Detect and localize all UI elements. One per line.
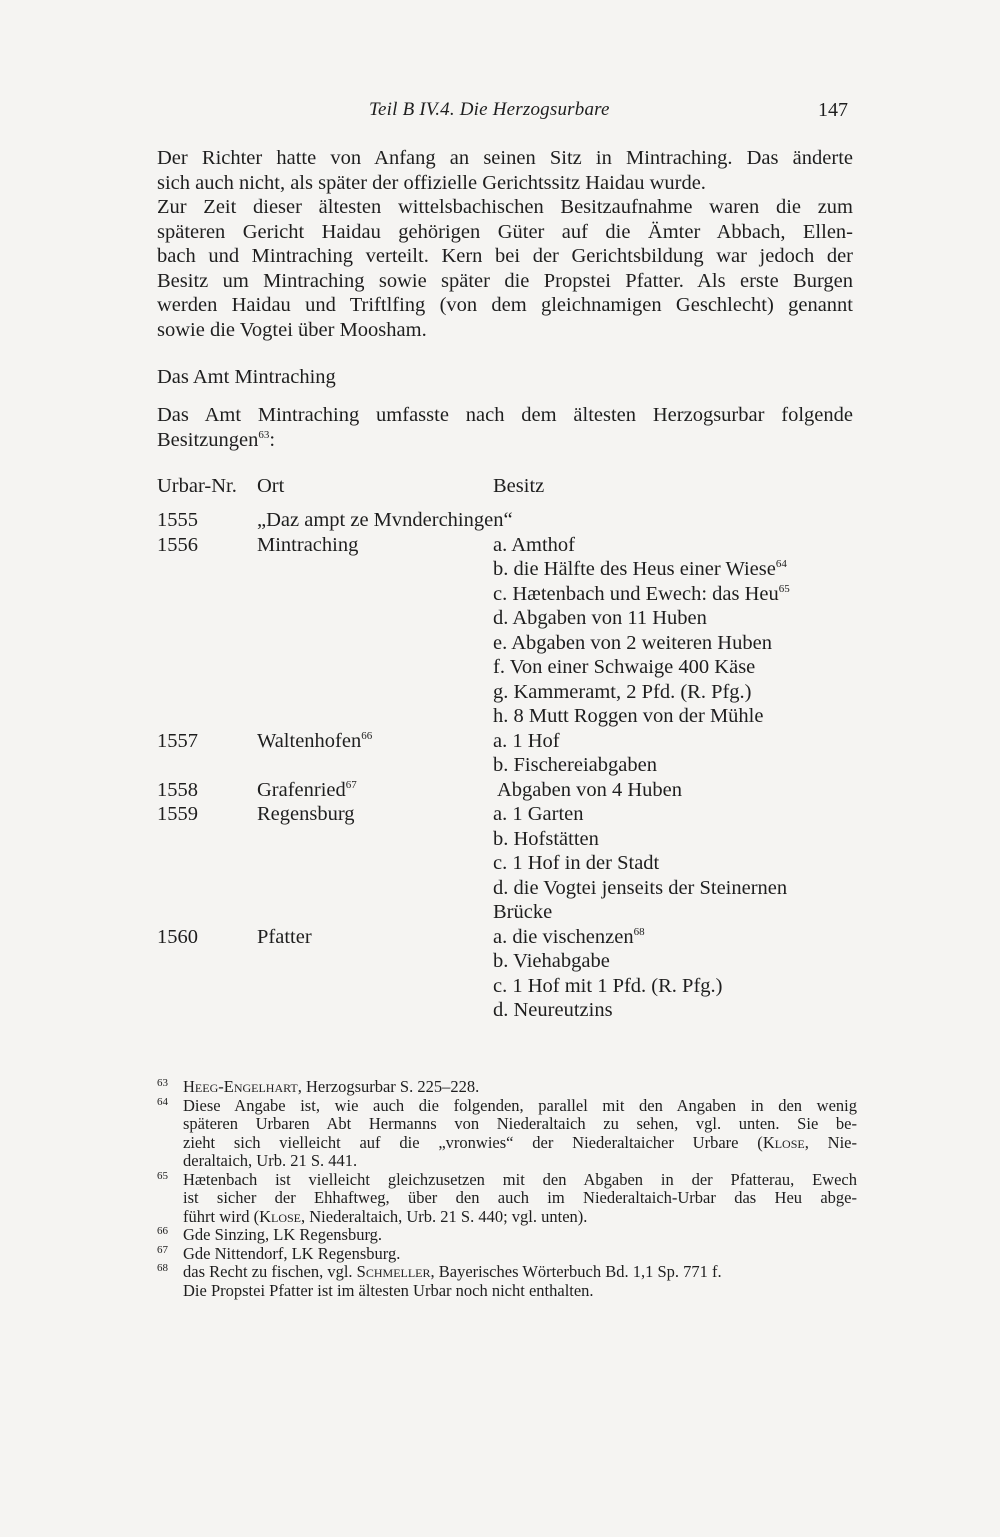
cell-urbar-nr (157, 730, 198, 753)
besitz-text: a. die vischenzen (493, 925, 634, 948)
cell-besitz (493, 754, 657, 777)
footnote-text: Gde Nittendorf, LK Regensburg. (183, 1243, 401, 1263)
besitz-text: b. Fischereiabgaben (493, 754, 657, 776)
footnote-line: Diese Angabe ist, wie auch die folgenden, parallel mit den Angaben in den wenig (183, 1095, 857, 1115)
ort-text: Pfatter (257, 925, 312, 948)
besitz-text: e. Abgaben von 2 weiteren Huben (493, 631, 772, 654)
cell-besitz (493, 607, 707, 630)
cell-besitz (493, 681, 752, 704)
cell-urbar-nr (157, 926, 198, 949)
text-line: bach und Mintraching verteilt. Kern bei der Gerichtsbildung war jedoch der (157, 245, 853, 267)
cell-besitz (493, 558, 787, 581)
besitz-text: Brücke (493, 901, 553, 923)
footnote-64 (157, 1097, 857, 1171)
footnote-text: zieht sich vielleicht auf die „vronwies“ der Niederaltaicher Urbare ( (183, 1132, 763, 1152)
page-number: 147 (818, 99, 848, 121)
ort-text: Grafenried (257, 778, 346, 801)
text-line: Zur Zeit dieser ältesten wittelsbachischen Besitzaufnahme waren die zum (157, 196, 853, 218)
footnote-text: , Herzogsurbar S. 225–228. (297, 1077, 480, 1096)
header-besitz: Besitz (493, 475, 545, 497)
footnote-line: Hætenbach ist vielleicht gleichzusetzen mit den Abgaben in der Pfatterau, Ewech (183, 1169, 857, 1189)
text-line: Das Amt Mintraching umfasste nach dem ältesten Herzogsurbar folgende (157, 404, 853, 426)
besitz-text: d. Abgaben von 11 Huben (493, 607, 707, 629)
text: : (269, 428, 276, 451)
footnote-line: späteren Urbaren Abt Hermanns von Niederaltaich zu sehen, vgl. unten. Sie be- (183, 1114, 857, 1133)
section-heading: Das Amt Mintraching (157, 366, 336, 388)
urbar-nr-text: 1557 (157, 729, 198, 752)
footnote-number: 65 (157, 1169, 168, 1182)
urbar-nr-text: 1558 (157, 778, 198, 801)
cell-besitz (493, 926, 645, 949)
footnote-number: 63 (157, 1077, 168, 1089)
cell-besitz (493, 779, 682, 802)
cell-ort (257, 926, 312, 949)
footnote-text: , Bayerisches Wörterbuch Bd. 1,1 Sp. 771 f. (430, 1262, 722, 1281)
cell-besitz (493, 656, 755, 679)
running-title: Teil B IV.4. Die Herzogsurbare (369, 99, 610, 120)
besitz-text: c. 1 Hof in der Stadt (493, 852, 660, 874)
cell-besitz (493, 828, 599, 851)
besitz-text: b. Hofstätten (493, 827, 599, 850)
footnote-text: das Recht zu fischen, vgl. (183, 1262, 357, 1281)
urbar-nr-text: 1559 (157, 803, 198, 825)
author-name: Heeg-Engelhart (183, 1077, 298, 1096)
footnote-ref: 65 (778, 582, 790, 595)
cell-ort (257, 779, 357, 802)
text-line: werden Haidau und Triftlfing (von dem gleichnamigen Geschlecht) genannt (157, 294, 853, 316)
author-name: Schmeller (356, 1262, 431, 1281)
footnote-ref: 63 (258, 428, 270, 441)
footnote-ref: 68 (633, 925, 645, 938)
text-line: späteren Gericht Haidau gehörigen Güter auf die Ämter Abbach, Ellen- (157, 220, 853, 243)
cell-besitz (493, 901, 552, 924)
footnote-ref: 64 (775, 558, 787, 570)
footnote-ref: 67 (345, 778, 357, 791)
footnote-67 (157, 1245, 857, 1264)
cell-ort (257, 509, 513, 532)
cell-besitz (493, 705, 763, 728)
text-line: sowie die Vogtei über Moosham. (157, 318, 427, 341)
footnote-66 (157, 1226, 857, 1245)
cell-besitz (493, 534, 575, 557)
cell-urbar-nr (157, 803, 198, 826)
footnote-line (183, 1263, 857, 1282)
besitz-text: g. Kammeramt, 2 Pfd. (R. Pfg.) (493, 680, 752, 703)
urbar-nr-text: 1556 (157, 533, 198, 556)
footnotes (157, 1078, 857, 1300)
besitz-text: h. 8 Mutt Roggen von der Mühle (493, 705, 764, 727)
cell-urbar-nr (157, 779, 198, 802)
cell-besitz (493, 583, 790, 606)
ort-text: Regensburg (257, 803, 355, 825)
besitz-text: d. Neureutzins (493, 999, 613, 1021)
cell-besitz (493, 730, 560, 753)
text-line: Besitz um Mintraching sowie später die Propstei Pfatter. Als erste Burgen (157, 269, 853, 292)
cell-ort (257, 534, 358, 557)
besitz-text: c. Hætenbach und Ewech: das Heu (493, 582, 779, 605)
footnote-line: ist sicher der Ehhaftweg, über den auch im Niederaltaich-Urbar das Heu abge- (183, 1188, 857, 1207)
besitz-text: a. Amthof (493, 533, 575, 556)
footnote-number: 67 (157, 1243, 168, 1256)
footnote-number: 68 (157, 1262, 168, 1274)
besitz-text: a. 1 Hof (493, 729, 560, 752)
besitz-text: c. 1 Hof mit 1 Pfd. (R. Pfg.) (493, 974, 723, 997)
footnote-ref: 66 (361, 729, 373, 742)
header-ort: Ort (257, 475, 285, 497)
cell-besitz (493, 632, 772, 655)
paragraph-intro (157, 146, 853, 342)
urbar-nr-text: 1555 (157, 509, 198, 531)
author-name: Klose (762, 1132, 805, 1152)
besitz-text: b. Viehabgabe (493, 950, 610, 972)
cell-urbar-nr (157, 534, 198, 557)
header-urbar-nr: Urbar-Nr. (157, 475, 237, 497)
besitz-text: b. die Hälfte des Heus einer Wiese (493, 558, 776, 580)
footnote-68 (157, 1263, 857, 1300)
footnote-line: Die Propstei Pfatter ist im ältesten Urbar noch nicht enthalten. (183, 1280, 594, 1300)
footnote-number: 64 (157, 1095, 168, 1108)
footnote-text: führt wird ( (183, 1206, 260, 1226)
ort-text: „Daz ampt ze Mvnderchingen“ (257, 509, 513, 531)
footnote-65 (157, 1171, 857, 1227)
cell-ort (257, 803, 355, 826)
text-line: sich auch nicht, als später der offizielle Gerichtssitz Haidau wurde. (157, 171, 706, 194)
cell-besitz (493, 975, 722, 998)
besitz-text: a. 1 Garten (493, 803, 584, 825)
cell-ort (257, 730, 372, 753)
besitz-text: d. die Vogtei jenseits der Steinernen (493, 876, 788, 899)
cell-besitz (493, 999, 613, 1022)
footnote-line (183, 1208, 857, 1227)
footnote-line: deraltaich, Urb. 21 S. 441. (183, 1151, 358, 1170)
cell-urbar-nr (157, 509, 198, 532)
author-name: Klose (259, 1206, 301, 1226)
text-line (157, 428, 853, 453)
text-line: Der Richter hatte von Anfang an seinen Sitz in Mintraching. Das änderte (157, 147, 853, 169)
besitz-text: Abgaben von 4 Huben (493, 778, 683, 801)
cell-besitz (493, 852, 659, 875)
footnote-63 (157, 1078, 857, 1097)
footnote-text: , Nie- (804, 1132, 857, 1152)
ort-text: Mintraching (257, 533, 359, 556)
footnote-number: 66 (157, 1225, 168, 1237)
cell-besitz (493, 877, 787, 900)
footnote-text: , Niederaltaich, Urb. 21 S. 440; vgl. unten). (301, 1206, 588, 1226)
table-intro (157, 403, 853, 452)
footnote-text: Gde Sinzing, LK Regensburg. (183, 1225, 383, 1244)
text: Besitzungen (157, 428, 259, 451)
footnote-line (183, 1134, 857, 1153)
cell-besitz (493, 803, 584, 826)
ort-text: Waltenhofen (257, 729, 362, 752)
urbar-nr-text: 1560 (157, 925, 198, 948)
besitz-text: f. Von einer Schwaige 400 Käse (493, 656, 756, 678)
cell-besitz (493, 950, 610, 973)
